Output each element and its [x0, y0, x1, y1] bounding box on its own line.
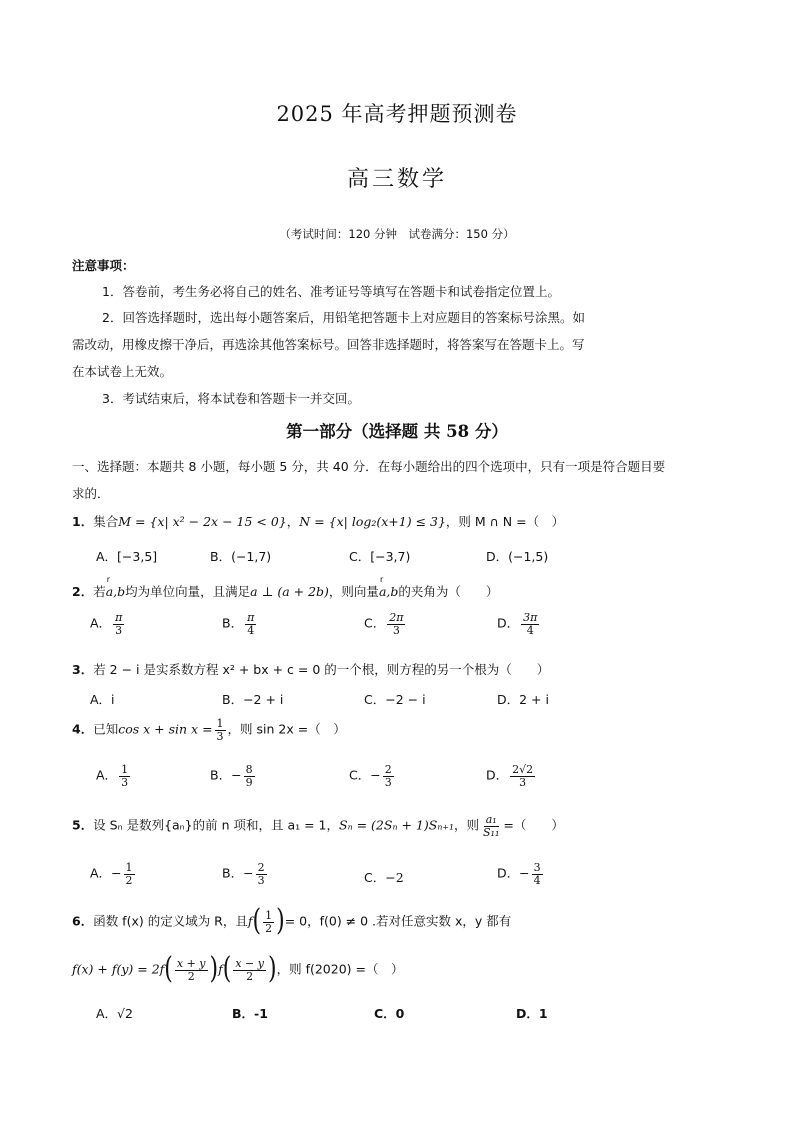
fraction: $\frac{1}{2}$ — [265, 909, 273, 935]
q5-option-c: C．−2 — [364, 870, 404, 885]
q6-option-a: A．√2 — [96, 1006, 133, 1021]
function-symbol: f — [247, 913, 253, 929]
question-text: ，则 — [454, 817, 480, 833]
question-number: 4． — [72, 721, 94, 737]
question-4 — [72, 718, 346, 742]
question-6-equation: f(x) + f(y) = 2f( $\frac{x + y}{2}$ )f( $\frac{x - y}{2}$ )，则 f(2020) =（ ） — [72, 952, 404, 987]
fraction: $\frac{x + y}{2}$ — [176, 957, 206, 983]
question-1 — [72, 512, 564, 530]
notice-item-2-line-1: 2．回答选择题时，选出每小题答案后，用铅笔把答题卡上对应题目的答案标号涂黑。如 — [102, 310, 585, 325]
exam-title: 2025 年高考押题预测卷 — [276, 102, 518, 126]
q4-option-a: A． $\frac{1}{3}$ — [96, 763, 129, 789]
q4-option-b: B．− $\frac{8}{9}$ — [210, 763, 253, 789]
recurrence-relation: Sₙ = (2Sₙ + 1)Sₙ₊₁ — [339, 817, 454, 833]
q2-option-d: D． $\frac{3\pi}{4}$ — [497, 611, 538, 637]
q3-option-d: D．2 + i — [497, 692, 549, 707]
q1-option-c: C．[−3,7) — [349, 549, 411, 564]
perpendicular-condition: a ⊥ (a + 2b) — [250, 584, 329, 599]
q4-option-d: D． $\frac{2√2}{3}$ — [486, 763, 534, 789]
trig-expression: cos x + sin x = — [118, 721, 213, 737]
notice-heading: 注意事项： — [72, 258, 135, 273]
question-text: 若 — [93, 584, 106, 599]
question-number: 6． — [72, 913, 94, 929]
notice-item-2-line-3: 在本试卷上无效。 — [72, 364, 173, 379]
q3-option-b: B．−2 + i — [222, 692, 284, 707]
vector-pair: r a,b — [106, 584, 125, 599]
question-text: ，则向量 — [328, 584, 379, 599]
q2-option-c: C． $\frac{2\pi}{3}$ — [364, 611, 404, 637]
q3-option-c: C．−2 − i — [364, 692, 426, 707]
question-number: 5． — [72, 817, 94, 833]
vector-pair: r a,b — [379, 584, 398, 599]
section-intro-line-2: 求的． — [72, 486, 110, 501]
q6-option-b: B．-1 — [232, 1006, 268, 1021]
q3-option-a: A．i — [90, 692, 115, 707]
q1-option-b: B．(−1,7) — [210, 549, 272, 564]
question-tail: = 0，f(0) ≠ 0 .若对任意实数 x，y 都有 — [284, 913, 512, 929]
q4-option-c: C．− $\frac{2}{3}$ — [349, 763, 392, 789]
q2-option-b: B． $\frac{\pi}{4}$ — [222, 611, 255, 637]
function-symbol: f — [218, 961, 223, 977]
exam-info: （考试时间：120 分钟 试卷满分：150 分） — [279, 227, 515, 241]
separator: ， — [286, 514, 300, 529]
question-number: 1． — [72, 514, 94, 529]
question-tail: ，则 M ∩ N =（ ） — [445, 514, 565, 529]
question-text: 设 Sₙ 是数列{aₙ}的前 n 项和，且 a₁ = 1， — [93, 817, 339, 833]
question-text: 函数 f(x) 的定义域为 R，且 — [93, 913, 248, 929]
question-tail: =（ ） — [503, 817, 564, 833]
part-one-heading: 第一部分（选择题 共 58 分） — [286, 422, 508, 441]
notice-item-3: 3．考试结束后，将本试卷和答题卡一并交回。 — [102, 391, 360, 406]
set-m-expression: M = {x| x² − 2x − 15 < 0} — [118, 514, 287, 529]
q5-option-a: A．− $\frac{1}{2}$ — [90, 861, 133, 887]
section-intro-line-1: 一、选择题：本题共 8 小题，每小题 5 分，共 40 分．在每小题给出的四个选项中，只有一项是符合题目要 — [72, 459, 666, 474]
subject-title: 高三数学 — [346, 167, 447, 192]
question-number: 3． — [72, 662, 94, 677]
fraction: $\frac{\text{a₁}}{\text{S₁₁}}$ — [483, 813, 500, 839]
notice-item-1: 1．答卷前，考生务必将自己的姓名、准考证号等填写在答题卡和试卷指定位置上。 — [102, 284, 560, 299]
q1-option-a: A．[−3,5] — [96, 549, 158, 564]
question-text: 均为单位向量，且满足 — [125, 584, 251, 599]
q6-option-d: D．1 — [516, 1006, 548, 1021]
question-6: 6．函数 f(x) 的定义域为 R，且f( $\frac{1}{2}$ )= 0，f(0) ≠ 0 .若对任意实数 x，y 都有 — [72, 904, 512, 939]
fraction: $\frac{x - y}{2}$ — [235, 957, 264, 983]
notice-item-2-line-2: 需改动，用橡皮擦干净后，再选涂其他答案标号。回答非选择题时，将答案写在答题卡上。写 — [72, 337, 585, 352]
question-tail: 的夹角为（ ） — [398, 584, 499, 599]
question-text: 若 2 − i 是实系数方程 x² + bx + c = 0 的一个根，则方程的另一个根为（ ） — [93, 662, 550, 677]
question-text: 已知 — [93, 721, 119, 737]
question-tail: ，则 sin 2x =（ ） — [227, 721, 346, 737]
q5-option-b: B．− $\frac{2}{3}$ — [222, 861, 265, 887]
set-n-expression: N = {x| log₂(x+1) ≤ 3} — [299, 514, 446, 529]
question-text: 集合 — [93, 514, 119, 529]
q6-option-c: C．0 — [374, 1006, 405, 1021]
question-tail: ，则 f(2020) =（ ） — [276, 961, 404, 977]
q5-option-d: D．− $\frac{3}{4}$ — [497, 861, 541, 887]
functional-equation: f(x) + f(y) = 2f — [72, 961, 165, 977]
q2-option-a: A． $\frac{\pi}{3}$ — [90, 611, 123, 637]
question-3 — [72, 660, 549, 678]
question-number: 2． — [72, 584, 94, 599]
q1-option-d: D．(−1,5) — [486, 549, 549, 564]
fraction: $\frac{1}{3}$ — [216, 717, 224, 743]
question-5 — [72, 814, 564, 838]
question-2 — [72, 582, 498, 600]
